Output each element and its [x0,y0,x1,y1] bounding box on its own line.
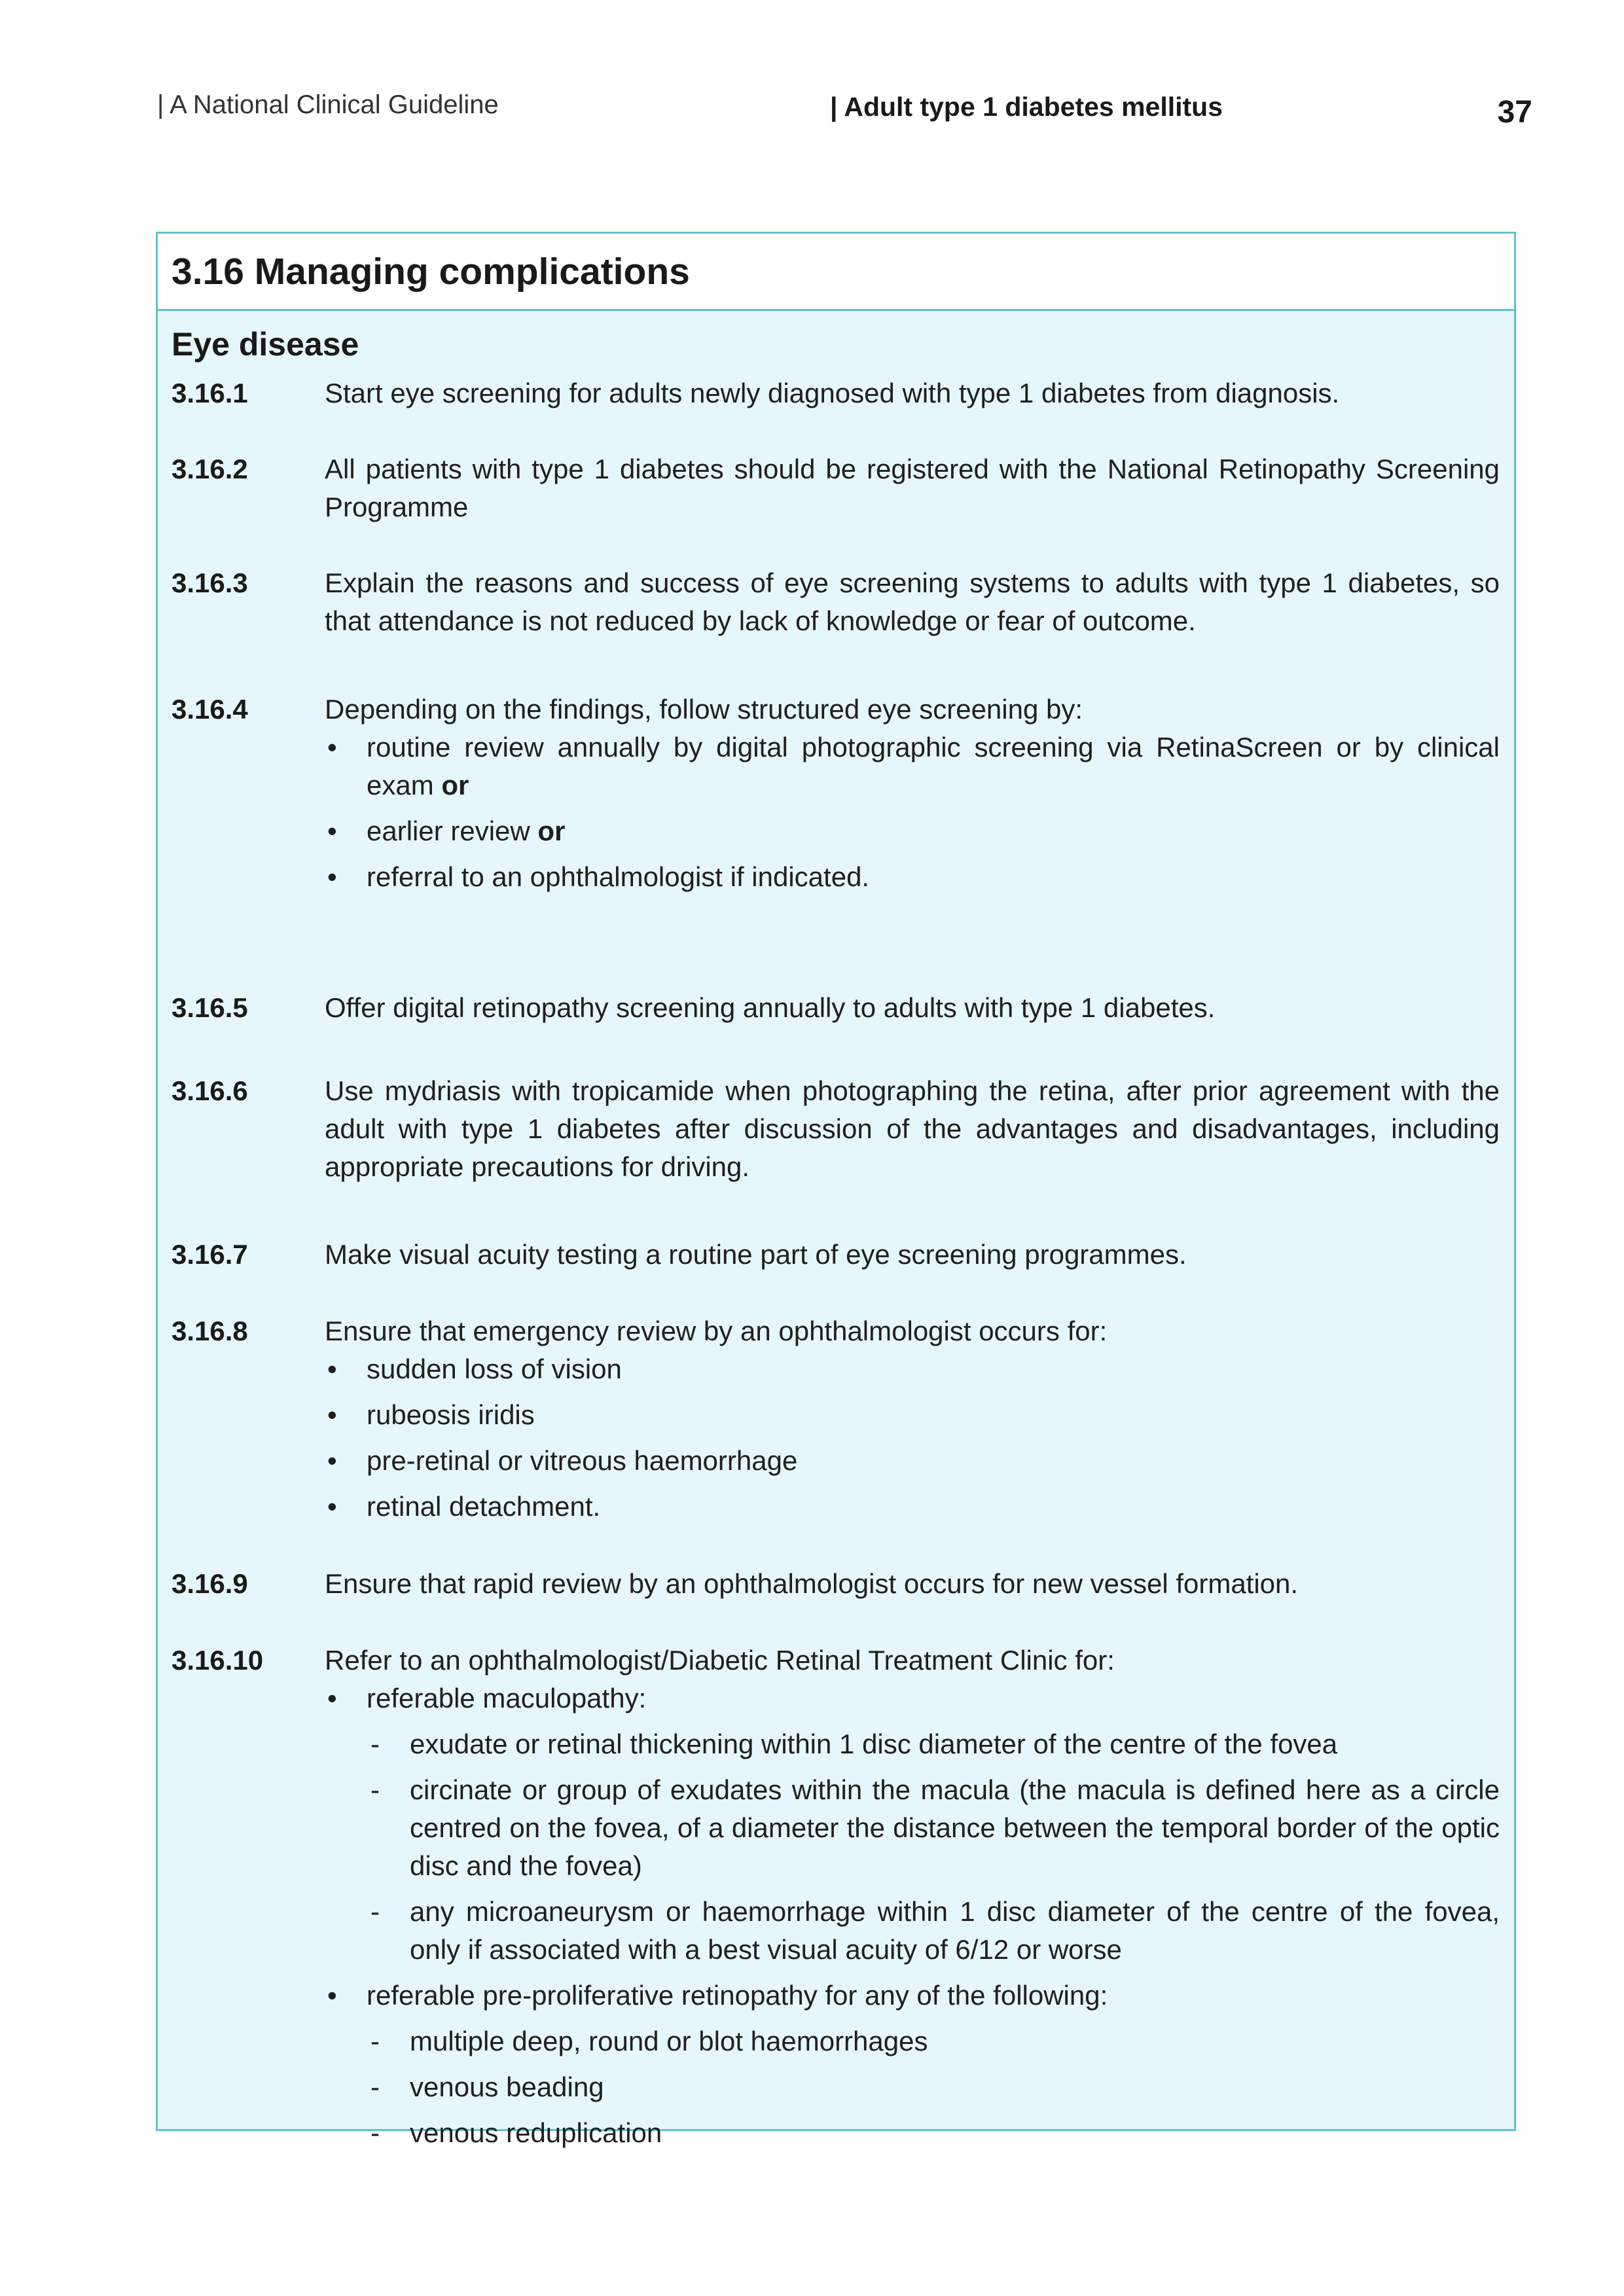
recommendation-text: Explain the reasons and success of eye screening systems to adults with type 1 diabetes, so that attendance is not reduced by lack of knowledge or fear of outcome. [325,567,1500,636]
bullet-item [325,858,1500,896]
bullet-item [325,1977,1500,2015]
dash-item [325,2114,1500,2152]
dash-marker: - [370,1896,380,1927]
section-title-bar [158,234,1514,311]
recommendation-3-16-2 [171,450,1500,526]
bullet-item [325,812,1500,850]
subheading-eye-disease: Eye disease [171,326,359,363]
dash-marker: - [370,2117,380,2148]
bullet-item [325,728,1500,804]
recommendation-text: All patients with type 1 diabetes should be registered with the National Retinopathy Screening Programme [325,454,1500,522]
bullet-marker: • [327,1354,337,1384]
bullet-conjunction: or [537,816,566,846]
bullet-marker: • [327,1491,337,1522]
dash-item [325,1893,1500,1969]
recommendation-3-16-7 [171,1236,1500,1274]
recommendation-3-16-5 [171,989,1500,1027]
bullet-marker: • [327,1445,337,1476]
recommendation-text: Depending on the findings, follow structured eye screening by: [325,694,1083,725]
bullet-marker: • [327,1980,337,2011]
recommendation-number: 3.16.2 [171,454,248,484]
recommendations-box [156,232,1516,2148]
recommendation-3-16-3 [171,564,1500,640]
dash-item [325,2068,1500,2106]
bullet-text: routine review annually by digital photographic screening via RetinaScreen or by clinical exam [367,732,1500,800]
recommendation-text: Start eye screening for adults newly diagnosed with type 1 diabetes from diagnosis. [325,378,1340,408]
recommendation-text: Make visual acuity testing a routine part of eye screening programmes. [325,1239,1187,1270]
bullet-item [325,1442,1500,1480]
recommendation-number: 3.16.7 [171,1239,248,1270]
recommendation-text: Ensure that emergency review by an ophthalmologist occurs for: [325,1316,1108,1346]
bullet-marker: • [327,861,337,892]
recommendation-text: Offer digital retinopathy screening annually to adults with type 1 diabetes. [325,992,1216,1023]
recommendation-number: 3.16.9 [171,1568,248,1599]
dash-marker: - [370,2072,380,2102]
recommendation-number: 3.16.4 [171,694,248,725]
dash-marker: - [370,2026,380,2056]
bullet-text: referable pre-proliferative retinopathy for any of the following: [367,1980,1108,2011]
bullet-item [325,1396,1500,1434]
recommendation-text: Ensure that rapid review by an ophthalmologist occurs for new vessel formation. [325,1568,1299,1599]
bullet-item [325,1488,1500,1526]
recommendation-3-16-4 [171,691,1500,896]
bullet-conjunction: or [441,770,469,800]
bullet-marker: • [327,1399,337,1430]
dash-text: exudate or retinal thickening within 1 disc diameter of the centre of the fovea [410,1729,1338,1759]
dash-marker: - [370,1774,380,1805]
recommendation-number: 3.16.6 [171,1075,248,1106]
recommendation-3-16-9 [171,1565,1500,1603]
bullet-marker: • [327,816,337,846]
recommendation-3-16-8 [171,1312,1500,1526]
dash-item [325,1771,1500,1885]
recommendation-3-16-1 [171,374,1500,412]
bullet-item [325,1679,1500,1717]
dash-item [325,2022,1500,2060]
bullet-marker: • [327,732,337,762]
bullet-text: referable maculopathy: [367,1683,647,1713]
recommendation-text: Use mydriasis with tropicamide when photographing the retina, after prior agreement with the adult with type 1 diabetes after discussion of the advantages and disadvantages, including appropriate precautions for driving. [325,1075,1500,1182]
recommendation-number: 3.16.10 [171,1645,264,1676]
recommendation-text: Refer to an ophthalmologist/Diabetic Retinal Treatment Clinic for: [325,1645,1115,1676]
dash-text: venous beading [410,2072,604,2102]
recommendation-3-16-10 [171,1641,1500,2152]
bullet-text: pre-retinal or vitreous haemorrhage [367,1445,798,1476]
bullet-text: earlier review [367,816,538,846]
recommendation-number: 3.16.1 [171,378,248,408]
dash-item [325,1725,1500,1763]
running-header-left: | A National Clinical Guideline [157,90,499,119]
page-number: 37 [1497,95,1532,130]
recommendation-number: 3.16.3 [171,567,248,598]
recommendation-number: 3.16.8 [171,1316,248,1346]
bullet-text: sudden loss of vision [367,1354,622,1384]
dash-text: circinate or group of exudates within the macula (the macula is defined here as a circle centred on the fovea, of a diameter the distance between the temporal border of the optic disc and the fovea) [410,1774,1500,1881]
section-title: 3.16 Managing complications [171,250,690,293]
bullet-text: retinal detachment. [367,1491,601,1522]
recommendation-number: 3.16.5 [171,992,248,1023]
bullet-text: referral to an ophthalmologist if indicated. [367,861,870,892]
dash-text: any microaneurysm or haemorrhage within 1 disc diameter of the centre of the fovea, only if associated with a best visual acuity of 6/12 or worse [410,1896,1500,1965]
bullet-item [325,1350,1500,1388]
bullet-text: rubeosis iridis [367,1399,535,1430]
dash-marker: - [370,1729,380,1759]
bullet-marker: • [327,1683,337,1713]
dash-text: multiple deep, round or blot haemorrhages [410,2026,928,2056]
running-header-title: | Adult type 1 diabetes mellitus [830,92,1223,122]
dash-text: venous reduplication [410,2117,662,2148]
recommendation-3-16-6 [171,1072,1500,1186]
